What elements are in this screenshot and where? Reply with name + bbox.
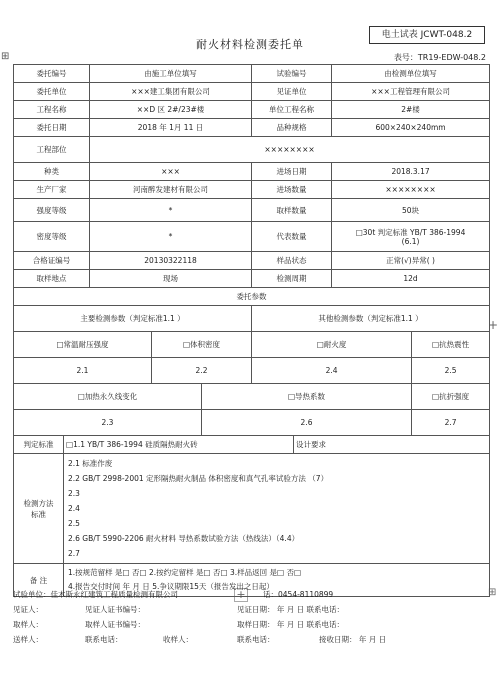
add-column-icon[interactable]: + — [488, 318, 499, 332]
params-heading: 委托参数 — [14, 288, 490, 306]
footer-sender-row — [13, 633, 489, 647]
table-row — [14, 288, 490, 306]
value-project-part[interactable]: ×××××××× — [90, 137, 490, 163]
value-arrival-date[interactable]: 2018.3.17 — [332, 163, 490, 181]
other-params-label: 其他检测参数（判定标准1.1 ） — [252, 306, 490, 332]
label-entrust-date: 委托日期 — [14, 119, 90, 137]
table-row — [14, 358, 490, 384]
table-row — [14, 65, 490, 83]
label-density-grade: 密度等级 — [14, 222, 90, 252]
label-methods — [14, 454, 64, 564]
value-project-name[interactable]: ××D 区 2#/23#楼 — [90, 101, 252, 119]
table-row — [14, 163, 490, 181]
form-code-box: 电土试表 JCWT-048.2 — [369, 26, 485, 44]
param-number: 2.7 — [412, 410, 490, 436]
method-line: 2.7 — [68, 549, 80, 558]
label-sample-qty: 取样数量 — [252, 199, 332, 222]
main-params-label: 主要检测参数（判定标准1.1 ） — [14, 306, 252, 332]
method-line: 2.2 GB/T 2998-2001 定形隔热耐火制品 体积密度和真气孔率试验方法 （7） — [68, 474, 329, 483]
table-row — [14, 119, 490, 137]
label-witness-unit: 见证单位 — [252, 83, 332, 101]
param-checkbox[interactable]: □抗折强度 — [412, 384, 490, 410]
add-row-icon[interactable]: + — [234, 588, 248, 602]
label-arrival-date: 进场日期 — [252, 163, 332, 181]
param-number: 2.2 — [152, 358, 252, 384]
label-strength-grade: 强度等级 — [14, 199, 90, 222]
footer-sampler-row — [13, 618, 489, 632]
value-sample-place[interactable]: 现场 — [90, 270, 252, 288]
table-row — [14, 384, 490, 410]
methods-list[interactable] — [64, 454, 490, 564]
value-sample-state[interactable]: 正常(√)异常( ) — [332, 252, 490, 270]
value-entrust-no[interactable]: 由施工单位填写 — [90, 65, 252, 83]
table-row — [14, 332, 490, 358]
label-represent-qty: 代表数量 — [252, 222, 332, 252]
value-represent-qty[interactable] — [332, 222, 490, 252]
param-checkbox[interactable]: □体积密度 — [152, 332, 252, 358]
table-row — [14, 137, 490, 163]
table-row — [14, 306, 490, 332]
page-title: 耐火材料检测委托单 — [196, 38, 304, 51]
methods-label-line2: 标准 — [31, 509, 46, 519]
method-line: 2.6 GB/T 5990-2206 耐火材料 导热系数试验方法（热线法）（4.4） — [68, 534, 300, 543]
table-row — [14, 436, 490, 454]
table-move-handle-icon[interactable]: ⊞ — [1, 51, 10, 62]
value-density-grade[interactable]: * — [90, 222, 252, 252]
param-checkbox[interactable]: □导热系数 — [202, 384, 412, 410]
value-arrival-qty[interactable]: ×××××××× — [332, 181, 490, 199]
footer-receiver[interactable]: 收样人： — [163, 635, 193, 644]
method-line: 2.1 标准作废 — [68, 459, 113, 468]
param-number: 2.1 — [14, 358, 152, 384]
param-checkbox[interactable]: □加热永久线变化 — [14, 384, 202, 410]
value-cert-no[interactable]: 20130322118 — [90, 252, 252, 270]
label-test-period: 检测周期 — [252, 270, 332, 288]
table-row — [14, 101, 490, 119]
value-strength-grade[interactable]: * — [90, 199, 252, 222]
param-checkbox[interactable]: □常温耐压强度 — [14, 332, 152, 358]
footer-receiver-phone[interactable]: 联系电话： — [237, 635, 275, 644]
footer-witness-cert[interactable]: 见证人证书编号： — [85, 605, 145, 614]
represent-qty-line1: □30t 判定标准 YB/T 386-1994 — [355, 227, 466, 237]
value-witness-unit[interactable]: ×××工程管理有限公司 — [332, 83, 490, 101]
table-row — [14, 252, 490, 270]
methods-label-line1: 检测方法 — [23, 498, 54, 508]
label-entrust-unit: 委托单位 — [14, 83, 90, 101]
footer-lab-row — [13, 588, 489, 602]
footer-witness[interactable]: 见证人： — [13, 605, 43, 614]
label-sample-place: 取样地点 — [14, 270, 90, 288]
value-standard[interactable]: □1.1 YB/T 386-1994 硅质隔热耐火砖 — [64, 436, 294, 454]
table-row — [14, 199, 490, 222]
table-resize-handle-icon[interactable]: ⊞ — [488, 587, 497, 598]
footer-receive-date[interactable]: 接收日期： 年 月 日 — [319, 635, 387, 644]
value-unit-project[interactable]: 2#楼 — [332, 101, 490, 119]
value-kind[interactable]: ××× — [90, 163, 252, 181]
method-line: 2.5 — [68, 519, 80, 528]
param-number: 2.6 — [202, 410, 412, 436]
param-checkbox[interactable]: □耐火度 — [252, 332, 412, 358]
label-remarks: 备 注 — [14, 564, 64, 597]
label-project-name: 工程名称 — [14, 101, 90, 119]
label-kind: 种类 — [14, 163, 90, 181]
table-row — [14, 270, 490, 288]
footer-sampler[interactable]: 取样人： — [13, 620, 43, 629]
value-test-period[interactable]: 12d — [332, 270, 490, 288]
remarks-line2: 4.报告交付时间 年 月 日 5.争议期限15天（报告发出之日起） — [68, 582, 274, 591]
entrust-table — [13, 64, 490, 597]
represent-qty-line2: (6.1) — [401, 236, 420, 246]
label-test-no: 试验编号 — [252, 65, 332, 83]
footer-phone: 话：0454-8110899 — [263, 590, 334, 599]
table-row — [14, 454, 490, 564]
value-entrust-unit[interactable]: ×××建工集团有限公司 — [90, 83, 252, 101]
footer-sender[interactable]: 送样人： — [13, 635, 43, 644]
label-unit-project: 单位工程名称 — [252, 101, 332, 119]
param-number: 2.3 — [14, 410, 202, 436]
footer-witness-date[interactable]: 见证日期： 年 月 日 联系电话： — [237, 605, 345, 614]
value-test-no[interactable]: 由检测单位填写 — [332, 65, 490, 83]
label-manufacturer: 生产厂家 — [14, 181, 90, 199]
footer-sample-date[interactable]: 取样日期： 年 月 日 联系电话： — [237, 620, 345, 629]
value-entrust-date[interactable]: 2018 年 1月 11 日 — [90, 119, 252, 137]
label-entrust-no: 委托编号 — [14, 65, 90, 83]
table-number: 表号：TR19-EDW-048.2 — [393, 53, 486, 62]
label-arrival-qty: 进场数量 — [252, 181, 332, 199]
label-standard: 判定标准 — [14, 436, 64, 454]
label-spec: 品种规格 — [252, 119, 332, 137]
footer-lab: 试验单位：佳木斯永红建筑工程质量检测有限公司 — [13, 590, 178, 599]
param-checkbox[interactable]: □抗热震性 — [412, 332, 490, 358]
table-row — [14, 410, 490, 436]
label-cert-no: 合格证编号 — [14, 252, 90, 270]
method-line: 2.3 — [68, 489, 80, 498]
value-spec[interactable]: 600×240×240mm — [332, 119, 490, 137]
table-row — [14, 83, 490, 101]
remarks-line1: 1.按规范留样 是□ 否□ 2.按约定留样 是□ 否□ 3.样品返回 是□ 否□ — [68, 568, 302, 577]
param-number: 2.4 — [252, 358, 412, 384]
footer-witness-row — [13, 603, 489, 617]
method-line: 2.4 — [68, 504, 80, 513]
value-manufacturer[interactable]: 河南醉发建材有限公司 — [90, 181, 252, 199]
table-row — [14, 222, 490, 252]
footer-sender-phone[interactable]: 联系电话： — [85, 635, 123, 644]
design-requirement: 设计要求 — [294, 436, 490, 454]
param-number: 2.5 — [412, 358, 490, 384]
footer-sampler-cert[interactable]: 取样人证书编号： — [85, 620, 145, 629]
label-sample-state: 样品状态 — [252, 252, 332, 270]
label-project-part: 工程部位 — [14, 137, 90, 163]
table-row — [14, 181, 490, 199]
value-sample-qty[interactable]: 50块 — [332, 199, 490, 222]
